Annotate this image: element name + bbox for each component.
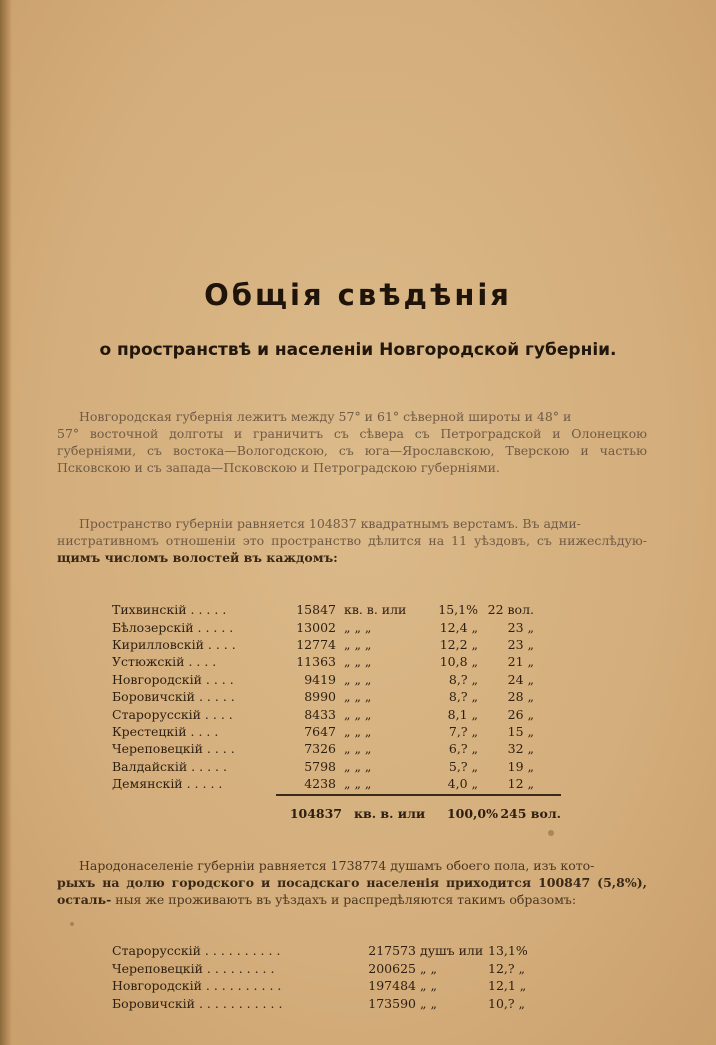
pop-pct: 12,1 „	[488, 978, 527, 994]
uezd-unit: „ „ „	[344, 671, 372, 687]
pop-unit: душъ или	[420, 943, 484, 959]
uezd-name: Демянскій . . . . .	[112, 776, 223, 792]
paragraph-area	[57, 515, 647, 566]
pop-unit: „ „	[420, 960, 437, 976]
uezd-vol: 19 „	[507, 758, 534, 774]
pop-uezd-name: Череповецкій . . . . . . . . .	[112, 960, 275, 976]
uezd-pct: 12,2 „	[439, 636, 478, 652]
uezd-area: 7647	[304, 723, 336, 739]
uezd-area: 9419	[304, 671, 336, 687]
table-row	[112, 636, 534, 653]
paragraph-population	[57, 857, 647, 908]
pop-count: 217573	[368, 943, 416, 959]
uezd-name: Устюжскій . . . .	[112, 654, 217, 670]
uezd-unit: „ „ „	[344, 636, 372, 652]
pop-pct: 12,? „	[488, 960, 526, 976]
uezd-vol: 12 „	[507, 776, 534, 792]
uezd-name: Валдайскій . . . . .	[112, 758, 227, 774]
uezd-vol: 23 „	[507, 636, 534, 652]
uezd-name: Тихвинскій . . . . .	[112, 602, 227, 618]
uezd-name: Череповецкій . . . .	[112, 741, 235, 757]
paragraph-area-rest: нистративномъ отношеніи это пространство дѣлится на 11 уѣздовъ, съ нижеслѣдую-	[57, 533, 647, 548]
uezd-pct: 8,1 „	[447, 706, 478, 722]
total-pct: 100,0%	[446, 806, 498, 821]
total-vol: 245 вол.	[500, 806, 561, 821]
pop-uezd-name: Новгородскій . . . . . . . . . .	[112, 978, 282, 994]
uezd-area: 8433	[304, 706, 336, 722]
table-row	[112, 653, 534, 670]
uezd-pct: 15,1%	[438, 602, 478, 618]
uezd-unit: „ „ „	[344, 706, 372, 722]
table-row	[112, 723, 534, 740]
pop-uezd-name: Боровичскій . . . . . . . . . . .	[112, 996, 283, 1012]
uezd-name: Крестецкій . . . .	[112, 723, 219, 739]
uezd-vol: 32 „	[507, 741, 534, 757]
population-table	[112, 942, 538, 1012]
uezd-pct: 10,8 „	[439, 654, 478, 670]
pop-count: 173590	[368, 996, 416, 1012]
uezd-unit: „ „ „	[344, 758, 372, 774]
uezd-vol: 22 вол.	[487, 602, 534, 618]
pop-unit: „ „	[420, 978, 437, 994]
uezd-area-table	[112, 601, 534, 792]
table-row	[112, 618, 534, 635]
uezd-name: Боровичскій . . . . .	[112, 689, 235, 705]
total-area: 104837	[289, 806, 342, 821]
paragraph-location	[57, 408, 647, 476]
uezd-name: Кирилловскій . . . .	[112, 636, 236, 652]
uezd-unit: „ „ „	[344, 723, 372, 739]
uezd-unit: „ „ „	[344, 776, 372, 792]
uezd-area: 15847	[296, 602, 336, 618]
pop-uezd-name: Старорусскій . . . . . . . . . .	[112, 943, 281, 959]
uezd-area: 12774	[296, 636, 336, 652]
uezd-name: Старорусскій . . . .	[112, 706, 233, 722]
paragraph-location-rest: 57° восточной долготы и граничитъ съ сѣвера съ Петроградской и Олонецкою губерніями, съ востока—Вологодскою, съ юга—Ярославскою, Тверскою и частью Псковскою и съ запада—Псковскою и Петроградскою губерніями.	[57, 426, 647, 475]
uezd-pct: 6,? „	[448, 741, 478, 757]
uezd-total-row	[276, 794, 561, 821]
uezd-pct: 12,4 „	[439, 619, 478, 635]
book-spine-shadow	[0, 0, 12, 1045]
uezd-pct: 5,? „	[448, 758, 478, 774]
page-title: Общія свѣдѣнія	[204, 278, 512, 312]
uezd-vol: 15 „	[507, 723, 534, 739]
pop-unit: „ „	[420, 996, 437, 1012]
total-unit: кв. в. или	[354, 806, 426, 821]
uezd-vol: 28 „	[507, 689, 534, 705]
uezd-unit: „ „ „	[344, 689, 372, 705]
uezd-area: 11363	[296, 654, 336, 670]
uezd-pct: 7,? „	[448, 723, 478, 739]
uezd-area: 13002	[296, 619, 336, 635]
table-row	[112, 775, 534, 792]
table-row	[112, 977, 538, 995]
uezd-area: 4238	[304, 776, 336, 792]
uezd-unit: „ „ „	[344, 741, 372, 757]
uezd-unit: „ „ „	[344, 619, 372, 635]
table-row	[112, 601, 534, 618]
uezd-pct: 4,0 „	[447, 776, 478, 792]
table-row	[112, 705, 534, 722]
uezd-unit: кв. в. или	[344, 602, 407, 618]
table-row	[112, 688, 534, 705]
uezd-unit: „ „ „	[344, 654, 372, 670]
page-subtitle: о пространствѣ и населеніи Новгородской губерніи.	[99, 340, 617, 360]
uezd-pct: 8,? „	[448, 671, 478, 687]
pop-pct: 10,? „	[488, 996, 526, 1012]
pop-count: 200625	[368, 960, 416, 976]
paragraph-area-lead: Пространство губерніи равняется 104837 квадратнымъ верстамъ. Въ адми-	[79, 516, 581, 531]
paragraph-population-rest2: ныя же проживаютъ въ уѣздахъ и распредѣляются такимъ образомъ:	[115, 892, 577, 907]
table-row	[112, 960, 538, 978]
uezd-name: Новгородскій . . . .	[112, 671, 234, 687]
paper-stain	[548, 830, 554, 836]
pop-pct: 13,1%	[488, 943, 528, 959]
paragraph-area-rest-bold: щимъ числомъ волостей въ каждомъ:	[57, 550, 338, 565]
table-row	[112, 758, 534, 775]
uezd-vol: 23 „	[507, 619, 534, 635]
table-row	[112, 995, 538, 1013]
uezd-vol: 21 „	[507, 654, 534, 670]
uezd-area: 8990	[304, 689, 336, 705]
table-row	[112, 942, 538, 960]
pop-count: 197484	[368, 978, 416, 994]
paper-stain	[70, 922, 74, 926]
uezd-vol: 24 „	[507, 671, 534, 687]
uezd-vol: 26 „	[507, 706, 534, 722]
uezd-name: Бѣлозерскій . . . . .	[112, 619, 234, 635]
table-row	[112, 740, 534, 757]
uezd-pct: 8,? „	[448, 689, 478, 705]
table-row	[112, 671, 534, 688]
paragraph-location-lead: Новгородская губернія лежитъ между 57° и 61° сѣверной широты и 48° и	[79, 409, 572, 424]
uezd-area: 7326	[304, 741, 336, 757]
uezd-area: 5798	[304, 758, 336, 774]
paragraph-population-rest: рыхъ на долю городского и посадскаго населенія приходится 100847 (5,8%), осталь-	[57, 875, 647, 907]
paragraph-population-lead: Народонаселеніе губерніи равняется 1738774 душамъ обоего пола, изъ кото-	[79, 858, 595, 873]
